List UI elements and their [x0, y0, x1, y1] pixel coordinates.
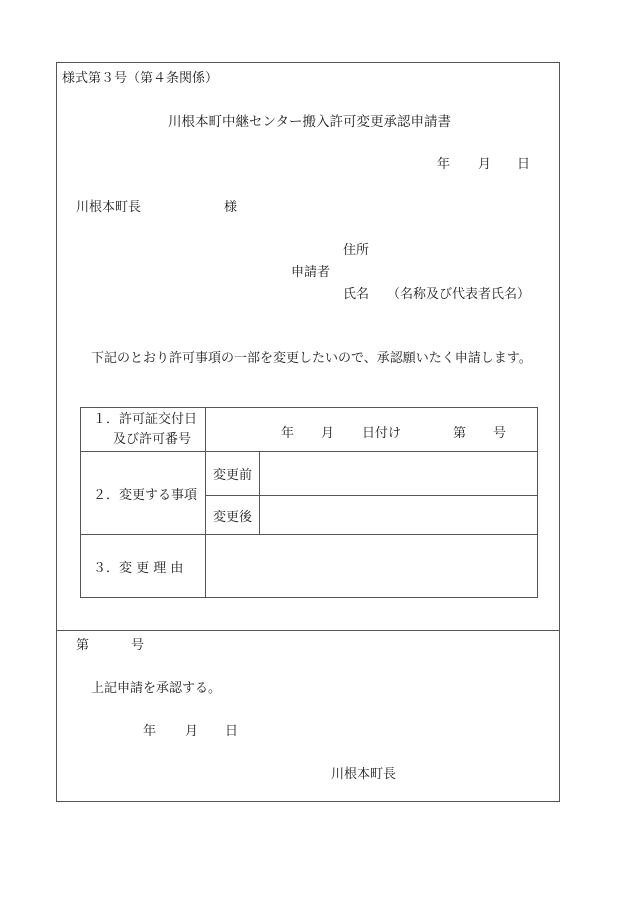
table-row	[81, 452, 538, 496]
approval-number-suffix: 号	[131, 638, 145, 653]
row1-label-cell	[81, 408, 206, 452]
row2-before-label: 変更前	[206, 452, 260, 496]
row1-label-line1: １．許可証交付日	[93, 411, 198, 427]
approval-date-day: 日	[225, 724, 239, 739]
row2-after-value	[260, 496, 538, 535]
approval-divider	[56, 630, 560, 631]
name-label: 氏名	[343, 287, 370, 302]
approval-text: 上記申請を承認する。	[91, 681, 222, 696]
table-row	[81, 535, 538, 598]
row2-before-value	[260, 452, 538, 496]
name-note: （名称及び代表者氏名）	[387, 287, 531, 302]
approval-number-prefix: 第	[76, 638, 90, 653]
row1-label-line2: 及び許可番号	[113, 431, 192, 447]
row2-label-cell	[81, 452, 206, 535]
date-month-label: 月	[478, 157, 492, 172]
date-day-label: 日	[517, 157, 531, 172]
row1-value-cell	[206, 408, 538, 452]
row2-after-label: 変更後	[206, 496, 260, 535]
applicant-label: 申請者	[291, 265, 331, 280]
form-number: 様式第３号（第４条関係）	[62, 71, 219, 86]
row1-number-suffix: 号	[493, 426, 507, 441]
date-year-label: 年	[437, 157, 451, 172]
addressee: 川根本町長	[76, 200, 142, 215]
row1-number-prefix: 第	[453, 426, 467, 441]
row1-month-label: 月	[321, 426, 335, 441]
row1-year-label: 年	[281, 426, 295, 441]
row3-label: ３．変 更 理 由	[93, 560, 184, 576]
form-title: 川根本町中継センター搬入許可変更承認申請書	[168, 114, 451, 130]
row3-value-cell	[206, 535, 538, 598]
addressee-honorific: 様	[224, 200, 238, 215]
details-table	[80, 407, 538, 598]
body-text: 下記のとおり許可事項の一部を変更したいので、承認願いたく申請します。	[91, 351, 532, 366]
row2-label: ２．変更する事項	[93, 487, 198, 503]
approval-date-year: 年	[143, 724, 157, 739]
address-label: 住所	[343, 243, 370, 258]
approval-signer: 川根本町長	[331, 767, 397, 782]
row3-label-cell	[81, 535, 206, 598]
approval-date-month: 月	[185, 724, 199, 739]
row1-day-label: 日付け	[362, 426, 402, 441]
table-row	[81, 408, 538, 452]
